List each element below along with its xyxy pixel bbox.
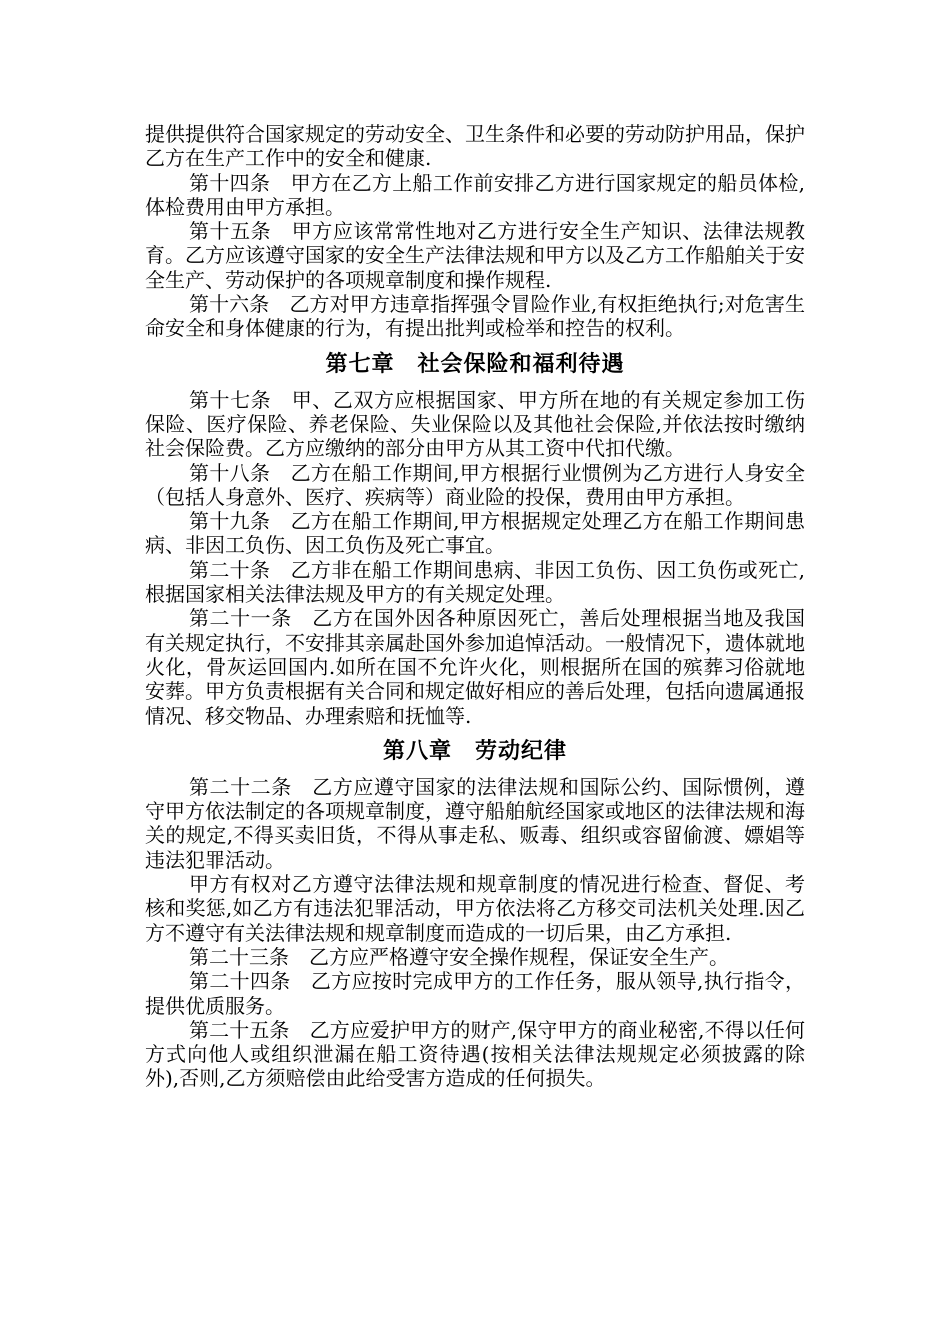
article-25: 第二十五条 乙方应爱护甲方的财产,保守甲方的商业秘密,不得以任何方式向他人或组织泄漏在船工资待遇(按相关法律法规规定必须披露的除外),否则,乙方须赔偿由此给受害方造成的任何损失。 [145, 1017, 805, 1091]
chapter-8-heading: 第八章 劳动纪律 [382, 738, 567, 764]
paragraph-continuation: 提供提供符合国家规定的劳动安全、卫生条件和必要的劳动防护用品，保护乙方在生产工作中的安全和健康. [145, 122, 805, 171]
article-21: 第二十一条 乙方在国外因各种原因死亡，善后处理根据当地及我国有关规定执行，不安排其亲属赴国外参加追悼活动。一般情况下，遗体就地火化，骨灰运回国内.如所在国不允许火化，则根据所在国的殡葬习俗就地安葬。甲方负责根据有关合同和规定做好相应的善后处理，包括向遗属通报情况、移交物品、办理索赔和抚恤等. [145, 606, 805, 728]
article-17: 第十七条 甲、乙双方应根据国家、甲方所在地的有关规定参加工伤保险、医疗保险、养老保险、失业保险以及其他社会保险,并依法按时缴纳社会保险费。乙方应缴纳的部分由甲方从其工资中代扣代缴。 [145, 387, 805, 461]
article-16: 第十六条 乙方对甲方违章指挥强令冒险作业,有权拒绝执行;对危害生命安全和身体健康的行为，有提出批判或检举和控告的权利。 [145, 292, 805, 341]
article-22: 第二十二条 乙方应遵守国家的法律法规和国际公约、国际惯例，遵守甲方依法制定的各项规章制度，遵守船舶航经国家或地区的法律法规和海关的规定,不得买卖旧货，不得从事走私、贩毒、组织或容留偷渡、嫖娼等违法犯罪活动。 [145, 774, 805, 872]
article-18: 第十八条 乙方在船工作期间,甲方根据行业惯例为乙方进行人身安全（包括人身意外、医疗、疾病等）商业险的投保，费用由甲方承担。 [145, 460, 805, 509]
article-15: 第十五条 甲方应该常常性地对乙方进行安全生产知识、法律法规教育。乙方应该遵守国家的安全生产法律法规和甲方以及乙方工作船舶关于安全生产、劳动保护的各项规章制度和操作规程. [145, 219, 805, 292]
article-24: 第二十四条 乙方应按时完成甲方的工作任务，服从领导,执行指令，提供优质服务。 [145, 969, 805, 1018]
article-14: 第十四条 甲方在乙方上船工作前安排乙方进行国家规定的船员体检,体检费用由甲方承担。 [145, 170, 805, 219]
article-19: 第十九条 乙方在船工作期间,甲方根据规定处理乙方在船工作期间患病、非因工负伤、因工负伤及死亡事宜。 [145, 509, 805, 558]
article-20: 第二十条 乙方非在船工作期间患病、非因工负伤、因工负伤或死亡,根据国家相关法律法规及甲方的有关规定处理。 [145, 557, 805, 607]
article-22-supplement: 甲方有权对乙方遵守法律法规和规章制度的情况进行检查、督促、考核和奖惩,如乙方有违法犯罪活动，甲方依法将乙方移交司法机关处理.因乙方不遵守有关法律法规和规章制度而造成的一切后果，由乙方承担. [145, 872, 805, 945]
article-23: 第二十三条 乙方应严格遵守安全操作规程，保证安全生产。 [189, 944, 729, 969]
chapter-7-heading: 第七章 社会保险和福利待遇 [325, 351, 625, 377]
document-page [145, 122, 805, 1091]
